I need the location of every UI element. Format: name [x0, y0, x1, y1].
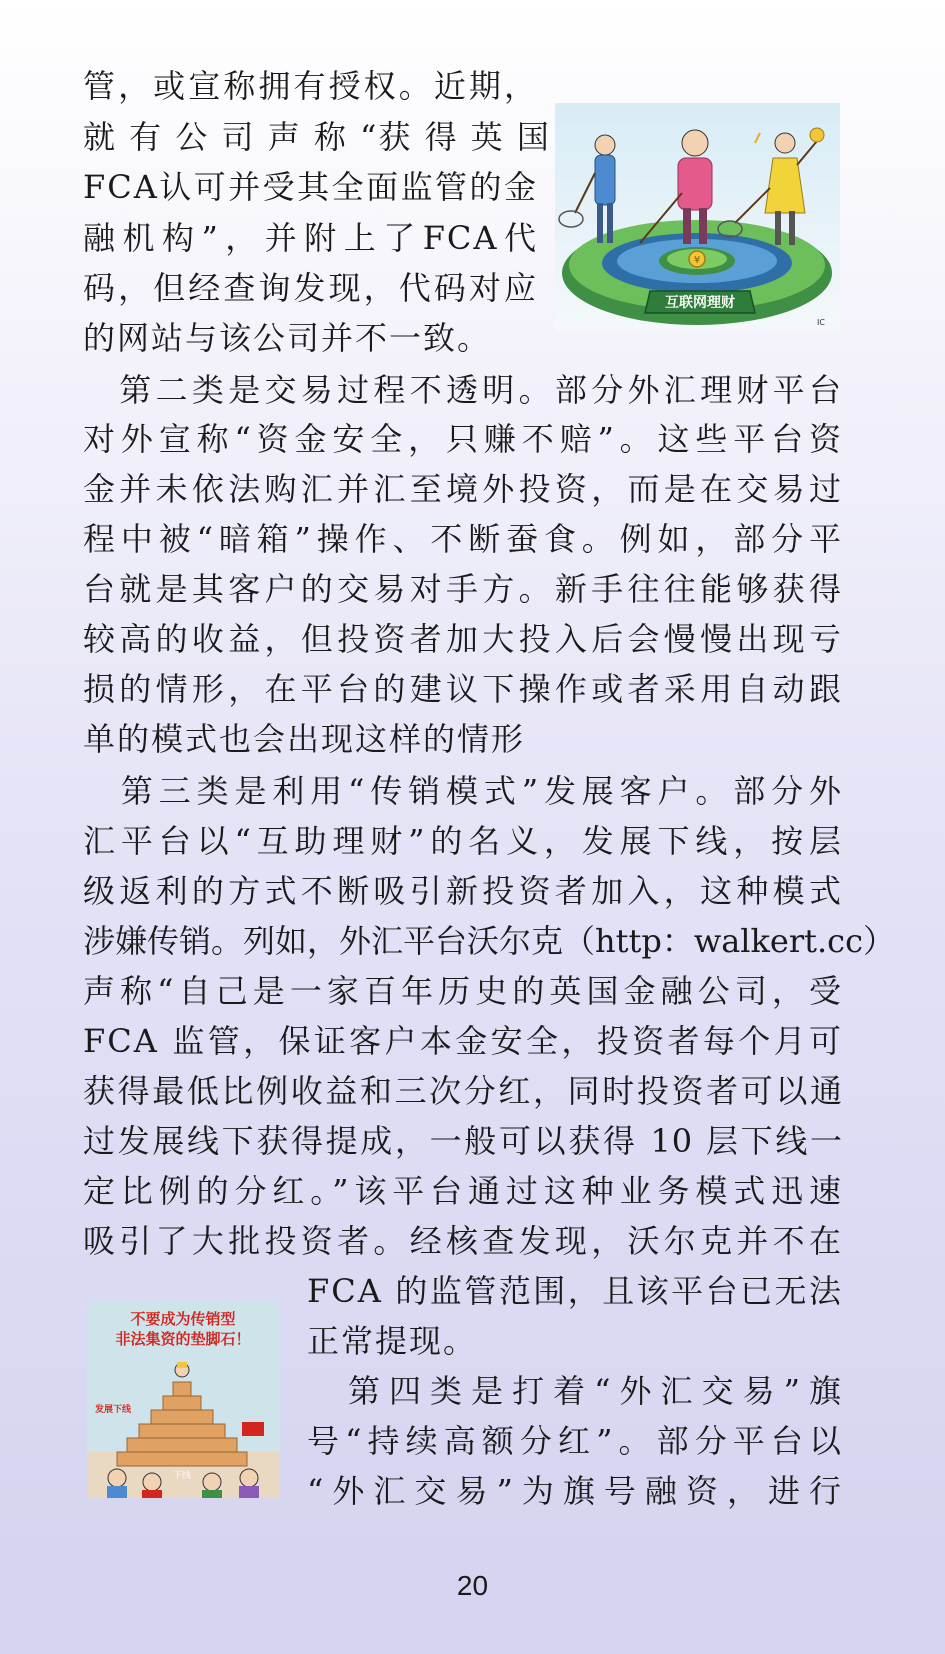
text-line: 金并未依法购汇并汇至境外投资，而是在交易过 [83, 470, 843, 508]
text-line: 对外宣称“资金安全，只赚不赔”。这些平台资 [83, 420, 843, 458]
text-line: FCA认可并受其全面监管的金 [83, 168, 538, 206]
text-line: 码，但经查询发现，代码对应 [83, 269, 538, 307]
text-line: 单的模式也会出现这样的情形 [83, 720, 526, 758]
text-line: 吸引了大批投资者。经核查发现，沃尔克并不在 [83, 1222, 843, 1260]
caption-line-1: 不要成为传销型 [130, 1310, 236, 1328]
illustration-credit: IC [817, 318, 825, 327]
text-line: 融机构”，并附上了FCA代 [83, 219, 538, 257]
text-line: 较高的收益，但投资者加大投入后会慢慢出现亏 [83, 620, 843, 658]
text-line: 声称“自己是一家百年历史的英国金融公司，受 [83, 972, 843, 1010]
text-line: 过发展线下获得提成，一般可以获得 10 层下线一 [83, 1122, 843, 1160]
text-line: 第二类是交易过程不透明。部分外汇理财平台 [83, 371, 843, 409]
illustration-banner-text: 互联网理财 [665, 295, 735, 311]
text-line: 号“持续高额分红”。部分平台以 [307, 1422, 843, 1460]
text-line: FCA 的监管范围，且该平台已无法 [307, 1272, 843, 1310]
pyramid-block-label: 下线 [172, 1471, 192, 1481]
coin-mark: ¥ [693, 255, 701, 266]
text-line: 正常提现。 [307, 1322, 478, 1360]
caption-line-2: 非法集资的垫脚石！ [115, 1330, 251, 1348]
text-line: 获得最低比例收益和三次分红，同时投资者可以通 [83, 1072, 843, 1110]
pyramid-side-label: 发展下线 [95, 1405, 132, 1415]
text-line: 就 有 公 司 声 称 “获 得 英 国 [83, 118, 551, 156]
text-line: 汇平台以“互助理财”的名义，发展下线，按层 [83, 822, 843, 860]
text-line: 程中被“暗箱”操作、不断蚕食。例如，部分平 [83, 520, 843, 558]
text-line: 损的情形，在平台的建议下操作或者采用自动跟 [83, 670, 843, 708]
pyramid-scheme-illustration [87, 1302, 280, 1498]
text-line: 的网站与该公司并不一致。 [83, 319, 492, 357]
text-line: 台就是其客户的交易对手方。新手往往能够获得 [83, 570, 843, 608]
page-number: 20 [456, 1570, 489, 1601]
text-line: 第四类是打着“外汇交易”旗 [307, 1372, 843, 1410]
text-line: 管，或宣称拥有授权。近期， [83, 67, 538, 105]
text-line: FCA 监管，保证客户本金安全，投资者每个月可 [83, 1022, 843, 1060]
text-line: “外汇交易”为旗号融资，进行 [307, 1472, 843, 1510]
internet-finance-illustration [555, 103, 840, 331]
text-line: 级返利的方式不断吸引新投资者加入，这种模式 [83, 872, 843, 910]
text-line: 定比例的分红。”该平台通过这种业务模式迅速 [83, 1172, 843, 1210]
text-line: 涉嫌传销。列如，外汇平台沃尔克（http：walkert.cc） [83, 922, 896, 960]
text-line: 第三类是利用“传销模式”发展客户。部分外 [83, 772, 843, 810]
